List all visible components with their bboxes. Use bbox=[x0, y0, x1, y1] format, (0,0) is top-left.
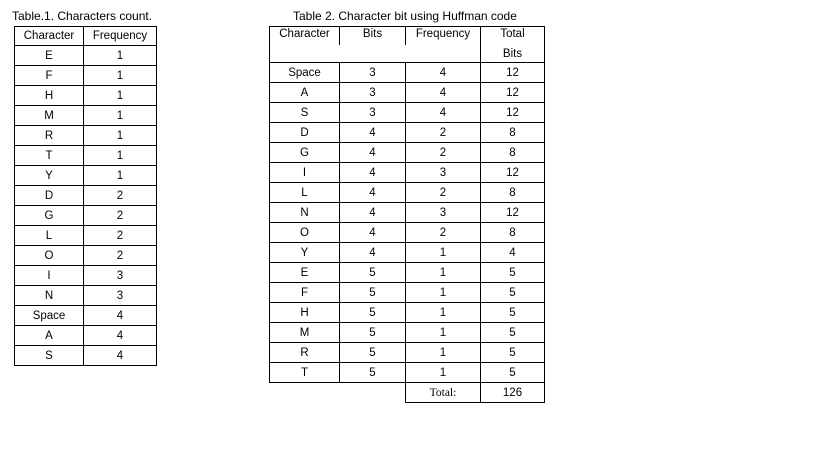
table2-cell-total-bits: 5 bbox=[481, 323, 545, 343]
table2-cell-character: S bbox=[270, 103, 340, 123]
table1-row bbox=[15, 106, 157, 126]
table2-cell-character: Space bbox=[270, 63, 340, 83]
table1-header-frequency: Frequency bbox=[84, 27, 157, 46]
table2-cell-total-bits: 4 bbox=[481, 243, 545, 263]
table1-cell-character: D bbox=[15, 186, 84, 206]
table1-cell-frequency: 2 bbox=[84, 206, 157, 226]
table2-caption: Table 2. Character bit using Huffman code bbox=[293, 9, 517, 23]
table2-cell-total-bits: 5 bbox=[481, 283, 545, 303]
table2-row bbox=[270, 63, 545, 83]
table1-row bbox=[15, 126, 157, 146]
table2-cell-character: A bbox=[270, 83, 340, 103]
table2-total-row bbox=[270, 383, 545, 403]
table1-cell-frequency: 1 bbox=[84, 166, 157, 186]
table2-cell-character: O bbox=[270, 223, 340, 243]
table1-row bbox=[15, 346, 157, 366]
table2-cell-frequency: 1 bbox=[406, 323, 481, 343]
table2-cell-frequency: 4 bbox=[406, 83, 481, 103]
table1-row bbox=[15, 86, 157, 106]
table2-cell-character: T bbox=[270, 363, 340, 383]
table1-cell-character: N bbox=[15, 286, 84, 306]
table2-total-label: Total: bbox=[406, 383, 481, 403]
table1-cell-frequency: 1 bbox=[84, 66, 157, 86]
table1-cell-frequency: 2 bbox=[84, 186, 157, 206]
table2-cell-total-bits: 12 bbox=[481, 83, 545, 103]
table1-cell-frequency: 3 bbox=[84, 286, 157, 306]
table1-cell-frequency: 4 bbox=[84, 346, 157, 366]
table2-cell-total-bits: 8 bbox=[481, 183, 545, 203]
table2-header-character: Character bbox=[270, 27, 340, 46]
table2-cell-frequency: 1 bbox=[406, 263, 481, 283]
table2-cell-character: M bbox=[270, 323, 340, 343]
table2-cell-character: N bbox=[270, 203, 340, 223]
table2-cell-bits: 4 bbox=[340, 143, 406, 163]
table1-cell-character: E bbox=[15, 46, 84, 66]
table1-cell-frequency: 2 bbox=[84, 226, 157, 246]
table1-cell-frequency: 1 bbox=[84, 86, 157, 106]
table1-row bbox=[15, 186, 157, 206]
table2-row bbox=[270, 283, 545, 303]
table1-row bbox=[15, 286, 157, 306]
table2-cell-total-bits: 8 bbox=[481, 223, 545, 243]
table2-cell-frequency: 2 bbox=[406, 223, 481, 243]
table2-cell-total-bits: 12 bbox=[481, 103, 545, 123]
table2-cell-total-bits: 5 bbox=[481, 363, 545, 383]
table2-cell-character: F bbox=[270, 283, 340, 303]
table2-cell-bits: 3 bbox=[340, 103, 406, 123]
table1-cell-character: G bbox=[15, 206, 84, 226]
table2-cell-bits: 5 bbox=[340, 283, 406, 303]
table1-cell-frequency: 1 bbox=[84, 146, 157, 166]
table1-cell-character: Y bbox=[15, 166, 84, 186]
table2-cell-total-bits: 8 bbox=[481, 123, 545, 143]
table1-cell-character: O bbox=[15, 246, 84, 266]
table1-cell-character: R bbox=[15, 126, 84, 146]
table1-row bbox=[15, 206, 157, 226]
table1-row bbox=[15, 66, 157, 86]
characters-count-table bbox=[14, 26, 157, 366]
table2-cell-bits: 4 bbox=[340, 163, 406, 183]
table1-cell-frequency: 1 bbox=[84, 46, 157, 66]
table1-row bbox=[15, 146, 157, 166]
table2-row bbox=[270, 303, 545, 323]
table1-cell-character: T bbox=[15, 146, 84, 166]
table1-cell-character: A bbox=[15, 326, 84, 346]
table2-cell-frequency: 1 bbox=[406, 343, 481, 363]
table2-cell-frequency: 4 bbox=[406, 103, 481, 123]
table2-cell-bits: 5 bbox=[340, 263, 406, 283]
table2-row bbox=[270, 263, 545, 283]
table1-cell-character: L bbox=[15, 226, 84, 246]
table2-cell-bits: 4 bbox=[340, 123, 406, 143]
table1-header-character: Character bbox=[15, 27, 84, 46]
table2-cell-bits: 4 bbox=[340, 243, 406, 263]
table2-cell-frequency: 1 bbox=[406, 363, 481, 383]
table2-cell-bits: 4 bbox=[340, 223, 406, 243]
table1-cell-frequency: 4 bbox=[84, 326, 157, 346]
table2-row bbox=[270, 143, 545, 163]
table2-row bbox=[270, 343, 545, 363]
table2-cell-total-bits: 12 bbox=[481, 163, 545, 183]
table2-cell-frequency: 3 bbox=[406, 203, 481, 223]
table2-cell-character: R bbox=[270, 343, 340, 363]
table2-cell-bits: 5 bbox=[340, 323, 406, 343]
table2-cell-total-bits: 5 bbox=[481, 263, 545, 283]
table1-row bbox=[15, 326, 157, 346]
table1-row bbox=[15, 246, 157, 266]
table2-cell-total-bits: 12 bbox=[481, 203, 545, 223]
table2-cell-frequency: 2 bbox=[406, 123, 481, 143]
table1-cell-character: S bbox=[15, 346, 84, 366]
table2-row bbox=[270, 223, 545, 243]
table1-cell-frequency: 1 bbox=[84, 126, 157, 146]
table2-row bbox=[270, 243, 545, 263]
table2-cell-frequency: 3 bbox=[406, 163, 481, 183]
table2-cell-character: E bbox=[270, 263, 340, 283]
table2-row bbox=[270, 83, 545, 103]
table2-header-total: Total bbox=[481, 27, 545, 46]
table2-row bbox=[270, 323, 545, 343]
table2-cell-frequency: 1 bbox=[406, 243, 481, 263]
table2-cell-frequency: 1 bbox=[406, 283, 481, 303]
table1-row bbox=[15, 266, 157, 286]
table2-cell-character: G bbox=[270, 143, 340, 163]
table1-caption: Table.1. Characters count. bbox=[12, 9, 153, 23]
table1-cell-frequency: 1 bbox=[84, 106, 157, 126]
table1-row bbox=[15, 306, 157, 326]
huffman-bits-table bbox=[269, 26, 545, 403]
table2-cell-bits: 4 bbox=[340, 183, 406, 203]
table2-cell-character: Y bbox=[270, 243, 340, 263]
table1-cell-frequency: 2 bbox=[84, 246, 157, 266]
table2-row bbox=[270, 123, 545, 143]
table2-cell-bits: 5 bbox=[340, 343, 406, 363]
table2-cell-bits: 4 bbox=[340, 203, 406, 223]
table2-cell-bits: 3 bbox=[340, 83, 406, 103]
table2-cell-character: L bbox=[270, 183, 340, 203]
table2-row bbox=[270, 203, 545, 223]
table2-header-bits: Bits bbox=[340, 27, 406, 46]
table2-cell-frequency: 2 bbox=[406, 183, 481, 203]
table2-cell-total-bits: 8 bbox=[481, 143, 545, 163]
table2-cell-bits: 5 bbox=[340, 363, 406, 383]
table1-cell-character: M bbox=[15, 106, 84, 126]
table2-cell-character: I bbox=[270, 163, 340, 183]
table2-cell-total-bits: 5 bbox=[481, 303, 545, 323]
table1-cell-character: F bbox=[15, 66, 84, 86]
table1-row bbox=[15, 46, 157, 66]
table2-cell-character: D bbox=[270, 123, 340, 143]
table2-cell-total-bits: 12 bbox=[481, 63, 545, 83]
table2-row bbox=[270, 103, 545, 123]
table2-cell-bits: 3 bbox=[340, 63, 406, 83]
table2-header-frequency: Frequency bbox=[406, 27, 481, 46]
table2-row bbox=[270, 363, 545, 383]
table1-row bbox=[15, 226, 157, 246]
table2-row bbox=[270, 163, 545, 183]
table1-cell-frequency: 3 bbox=[84, 266, 157, 286]
table2-row bbox=[270, 183, 545, 203]
table2-cell-bits: 5 bbox=[340, 303, 406, 323]
table1-cell-character: I bbox=[15, 266, 84, 286]
table2-total-value: 126 bbox=[481, 383, 545, 403]
table2-cell-character: H bbox=[270, 303, 340, 323]
table2-header-total-bits-line: Bits bbox=[481, 45, 545, 63]
table1-row bbox=[15, 166, 157, 186]
table2-cell-frequency: 1 bbox=[406, 303, 481, 323]
table1-cell-character: H bbox=[15, 86, 84, 106]
table2-cell-frequency: 2 bbox=[406, 143, 481, 163]
table2-cell-total-bits: 5 bbox=[481, 343, 545, 363]
table1-cell-character: Space bbox=[15, 306, 84, 326]
table1-cell-frequency: 4 bbox=[84, 306, 157, 326]
table2-cell-frequency: 4 bbox=[406, 63, 481, 83]
